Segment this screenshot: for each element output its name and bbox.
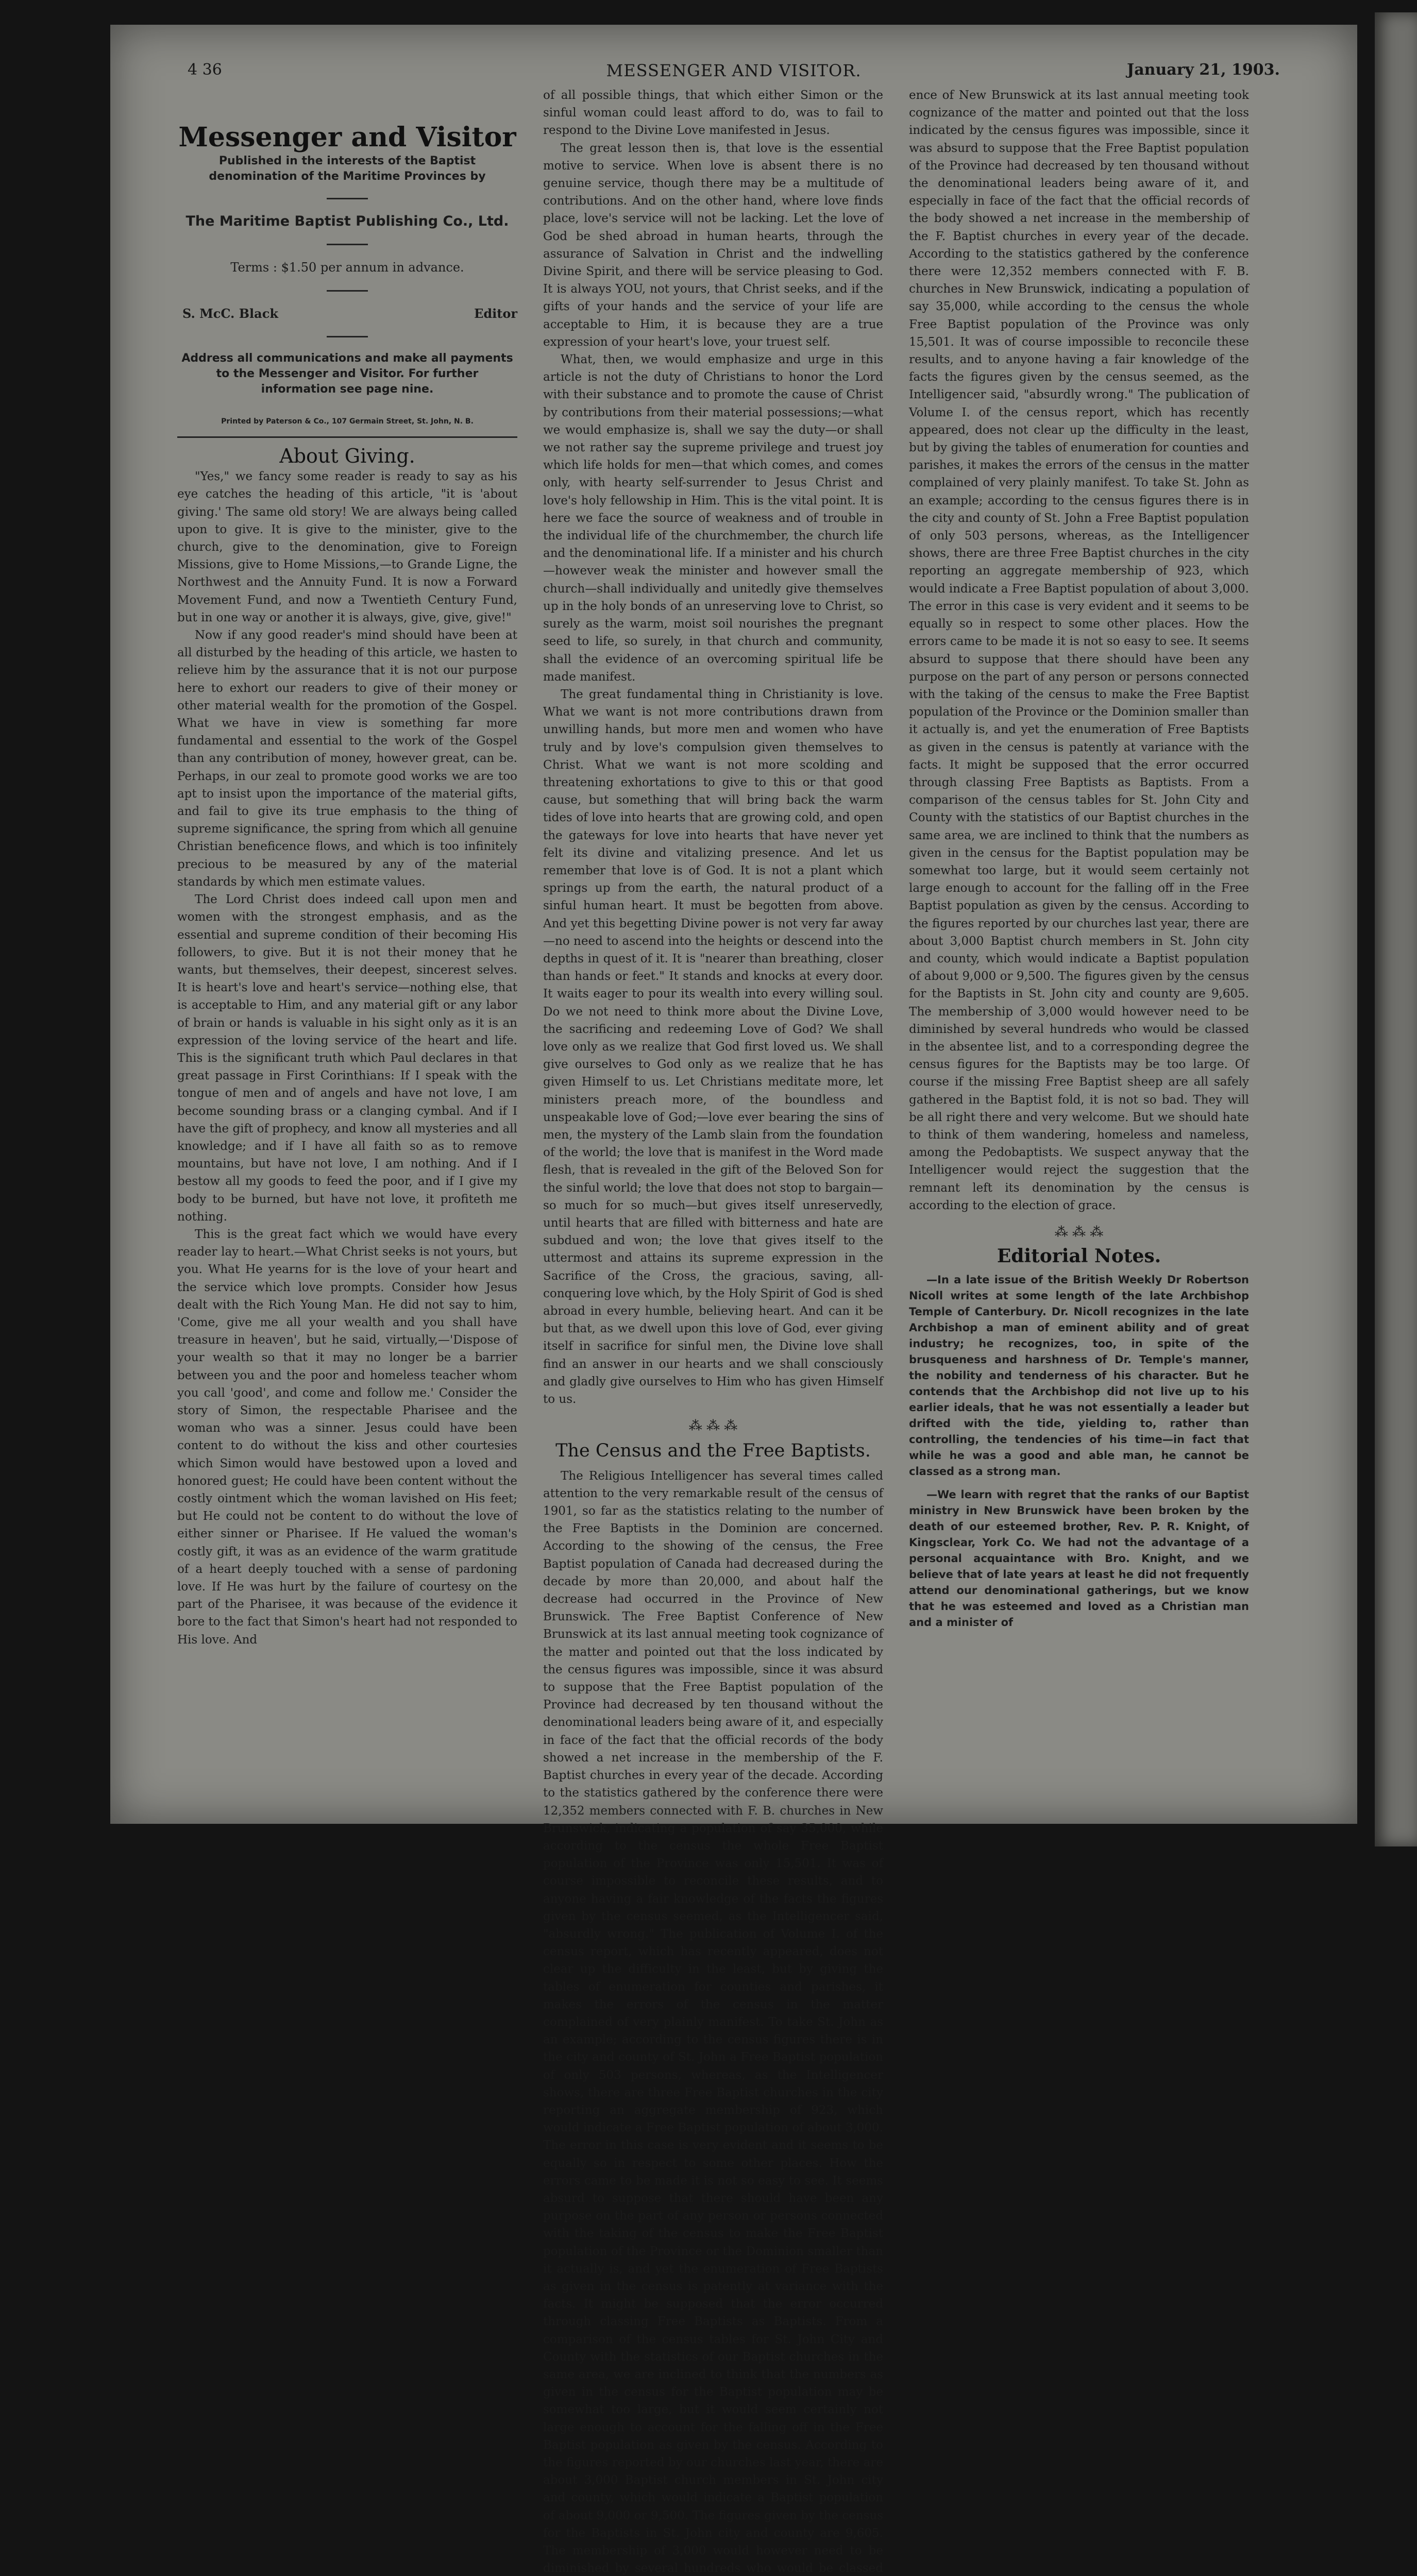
printer-line: Printed by Paterson & Co., 107 Germain Street, St. John, N. B.: [221, 417, 474, 426]
divider: [327, 244, 368, 245]
note-paragraph: —We learn with regret that the ranks of our Baptist ministry in New Brunswick have been broken by the death of our esteemed brother, Rev. P. R. Knight, of Kingsclear, York Co. We had not the advantage of a personal acquaintance with Bro. Knight, and we believe that of late years at least he did not frequently attend our denominational gatherings, but we know that he was esteemed and loved as a Christian man and a minister of: [909, 1488, 1249, 1629]
article-paragraph: The great fundamental thing in Christianity is love. What we want is not more contributions drawn from unwilling hands, but more men and women who have truly and by love's compulsion given themselves to Christ. What we want is not more scolding and threatening exhortations to give to this or that good cause, but something that will bring back the warm tides of love into hearts that are growing cold, and open the gateways for love into hearts that have never yet felt its divine and vitalizing presence. And let us remember that love is of God. It is not a plant which springs up from the earth, the natural product of a sinful human heart. It must be begotten from above. And yet this begetting Divine power is not very far away—no need to ascend into the heights or descend into the depths in quest of it. It is "nearer than breathing, closer than hands or feet." It stands and knocks at every door. It waits eager to pour its wealth into every willing soul. Do we not need to think more about the Divine Love, the sacrificing and redeeming Love of God? We shall love only as we realize that God first loved us. We shall give ourselves to God only as we realize that he has given Himself to us. Let Christians meditate more, let ministers preach more, of the boundless and unspeakable love of God;—love ever bearing the sins of men, the mystery of the Lamb slain from the foundation of the world; the love that is manifest in the Word made flesh, that is revealed in the gift of the Beloved Son for the sinful world; the love that does not stop to bargain—so much for so much—but gives itself unreservedly, until hearts that are filled with bitterness and hate are subdued and won; the love that gives itself to the uttermost and attains its supreme expression in the Sacrifice of the Cross, the gracious, saving, all-conquering love which, by the Holy Spirit of God is shed abroad in every humble, believing heart. And can it be but that, as we dwell upon this love of God, ever giving itself in sacrifice for sinful men, the Divine love shall find an answer in our hearts and we shall consciously and gladly give ourselves to Him who has given Himself to us.: [543, 687, 883, 1406]
column-1: [177, 87, 517, 1649]
article-title-census: The Census and the Free Baptists.: [555, 1440, 871, 1462]
article-paragraph-continued: ence of New Brunswick at its last annual meeting took cognizance of the matter and pointed out that the loss indicated by the census figures was impossible, since it was absurd to suppose that the Free Baptist population of the Province had decreased by ten thousand without the denominational leaders being aware of it, and especially in face of the fact that the official records of the body showed a net increase in the membership of the F. Baptist churches in every year of the decade. According to the statistics gathered by the conference there were 12,352 members connected with F. B. churches in New Brunswick, indicating a population of say 35,000, while according to the census the whole Free Baptist population of the Province was only 15,501. It was of course impossible to reconcile these results, and to anyone having a fair knowledge of the facts the figures given by the census seemed, as the Intelligencer said, "absurdly wrong." The publication of Volume I. of the census report, which has recently appeared, does not clear up the difficulty in the least, but by giving the tables of enumeration for counties and parishes, it makes the errors of the census in the matter complained of very plainly manifest. To take St. John as an example; according to the census figures there is in the city and county of St. John a Free Baptist population of only 503 persons, whereas, as the Intelligencer shows, there are three Free Baptist churches in the city reporting an aggregate membership of 923, which would indicate a Free Baptist population of about 3,000. The error in this case is very evident and it seems to be equally so in respect to some other places. How the errors came to be made it is not so easy to see. It seems absurd to suppose that there should have been any purpose on the part of any person or persons connected with the taking of the census to make the Free Baptist population of the Province or the Dominion smaller than it actually is, and yet the enumeration of Free Baptists as given in the census is patently at variance with the facts. It might be supposed that the error occurred through classing Free Baptists as Baptists. From a comparison of the census tables for St. John City and County with the statistics of our Baptist churches in the same area, we are inclined to think that the numbers as given in the census for the Baptist population may be somewhat too large, but it would seem certainly not large enough to account for the falling off in the Free Baptist population as given by the census. According to the figures reported by our churches last year, there are about 3,000 Baptist church members in St. John city and county, which would indicate a Baptist population of about 9,000 or 9,500. The figures given by the census for the Baptists in St. John city and county are 9,605. The membership of 3,000 would however need to be diminished by several hundreds who would be classed in the absentee list, and to a corresponding degree the census figures for the Baptists may be too large. Of course if the missing Free Baptist sheep are all safely gathered in the Baptist fold, it is not so bad. They will be all right there and very welcome. But we should hate to think of them wandering, homeless and nameless, among the Pedobaptists. We suspect anyway that the Intelligencer would reject the suggestion that the remnant left its denomination by the census is according to the election of grace.: [909, 89, 1249, 1212]
subscription-terms: Terms : $1.50 per annum in advance.: [230, 260, 464, 275]
divider: [327, 290, 368, 292]
section-rule: [177, 436, 517, 438]
masthead-title: Messenger and Visitor: [178, 122, 516, 153]
editor-label: Editor: [474, 306, 517, 321]
editorial-notes: [909, 1272, 1249, 1631]
article-paragraph: "Yes," we fancy some reader is ready to say as his eye catches the heading of this article, "it is 'about giving.' The same old story! We are always being called upon to give. It is give to the minister, give to the church, give to the denomination, give to Foreign Missions, give to Home Missions,—to Grande Ligne, the Northwest and the Annuity Fund. It is now a Forward Movement Fund, and now a Twentieth Century Fund, but in one way or another it is always, give, give, give!": [177, 470, 517, 624]
article-paragraph: The Lord Christ does indeed call upon men and women with the strongest emphasis, and as the essential and supreme condition of their becoming His followers, to give. But it is not their money that he wants, but themselves, their deepest, sincerest selves. It is heart's love and heart's service—nothing else, that is acceptable to Him, and any material gift or any labor of brain or hands is valuable in his sight only as it is an expression of the loving service of the heart and life. This is the significant truth which Paul declares in that great passage in First Corinthians: If I speak with the tongue of men and of angels and have not love, I am become sounding brass or a clanging cymbal. And if I have the gift of prophecy, and know all mysteries and all knowledge; and if I have all faith so as to remove mountains, but have not love, I am nothing. And if I bestow all my goods to feed the poor, and if I give my body to be burned, but have not love, it profiteth me nothing.: [177, 893, 517, 1224]
publisher-name: The Maritime Baptist Publishing Co., Ltd.: [185, 213, 509, 230]
section-ornament: ⁂ ⁂ ⁂: [688, 1418, 738, 1434]
divider: [327, 336, 368, 337]
editorial-notes-title: Editorial Notes.: [997, 1245, 1161, 1267]
article-paragraph: The great lesson then is, that love is the essential motive to service. When love is absent there is no genuine service, though there may be a multitude of contributions. And on the other hand, where love finds place, love's service will not be lacking. Let the love of God be shed abroad in human hearts, through the assurance of Salvation in Christ and the indwelling Divine Spirit, and there will be service pleasing to God. It is always YOU, not yours, that Christ seeks, and if the gifts of your hands and the service of your life are acceptable to Him, it is because they are a true expression of your heart's love, your truest self.: [543, 141, 883, 349]
divider: [327, 198, 368, 199]
editor-line: [182, 305, 517, 323]
section-ornament: ⁂ ⁂ ⁂: [1054, 1225, 1104, 1240]
article-paragraph: The Religious Intelligencer has several times called attention to the very remarkable result of the census of 1901, so far as the statistics relating to the number of the Free Baptists in the Dominion are concerned. According to the showing of the census, the Free Baptist population of Canada had decreased during the decade by more than 20,000, and about half the decrease had occurred in the Province of New Brunswick. The Free Baptist Conference of New Brunswick at its last annual meeting took cognizance of the matter and pointed out that the loss indicated by the census figures was impossible, since it was absurd to suppose that the Free Baptist population of the Province had decreased by ten thousand without the denominational leaders being aware of it, and especially in face of the fact that the official records of the body showed a net increase in the membership of the F. Baptist churches in every year of the decade. According to the statistics gathered by the conference there were 12,352 members connected with F. B. churches in New Brunswick, indicating a population of say 35,000, while according to the census the whole Free Baptist population of the Province was only 15,501. It was of course impossible to reconcile these results, and to anyone having a fair knowledge of the facts the figures given by the census seemed, as the Intelligencer said, "absurdly wrong." The publication of Volume I. of the census report, which has recently appeared, does not clear up the difficulty in the least, but by giving the tables of enumeration for counties and parishes, it makes the errors of the census in the matter complained of very plainly manifest. To take St. John as an example; according to the census figures there is in the city and county of St. John a Free Baptist population of only 503 persons, whereas, as the Intelligencer shows, there are three Free Baptist churches in the city reporting an aggregate membership of 923, which would indicate a Free Baptist population of about 3,000. The error in this case is very evident and it seems to be equally so in respect to some other places. How the errors came to be made it is not so easy to see. It seems absurd to suppose that there should have been any purpose on the part of any person or persons connected with the taking of the census to make the Free Baptist population of the Province or the Dominion smaller than it actually is, and yet the enumeration of Free Baptists as given in the census is patently at variance with the facts. It might be supposed that the error occurred through classing Free Baptists as Baptists. From a comparison of the census tables for St. John City and County with the statistics of our Baptist churches in the same area, we are inclined to think that the numbers as given in the census for the Baptist population may be somewhat too large, but it would seem certainly not large enough to account for the falling off in the Free Baptist population as given by the census. According to the figures reported by our churches last year, there are about 3,000 Baptist church members in St. John city and county, which would indicate a Baptist population of about 9,000 or 9,500. The figures given by the census for the Baptists in St. John city and county are 9,605. The membership of 3,000 would however need to be diminished by several hundreds who would be classed: [543, 1469, 883, 2575]
article-paragraph: What, then, we would emphasize and urge in this article is not the duty of Christians to honor the Lord with their substance and to promote the cause of Christ by contributions from their material possessions;—what we would emphasize is, shall we say the duty—or shall we not rather say the supreme privilege and truest joy which life holds for men—that which comes, and comes only, with hearty self-surrender to Jesus Christ and love's holy fellowship in Him. This is the vital point. It is here we face the source of weakness and of trouble in the individual life of the churchmember, the church life and the denominational life. If a minister and his church—however weak the minister and however small the church—shall individually and unitedly give themselves up in the holy bonds of an unreserving love to Christ, so surely as the warm, moist soil nourishes the pregnant seed to life, so surely, in that church and community, shall the evidence of an overcoming spiritual life be made manifest.: [543, 353, 883, 684]
running-title: MESSENGER AND VISITOR.: [606, 61, 862, 80]
page-number: 4 36: [188, 61, 222, 79]
editor-name: S. McC. Black: [182, 306, 278, 321]
masthead-subtitle: Published in the interests of the Baptist denomination of the Maritime Provinces by: [209, 155, 486, 183]
article-paragraph: of all possible things, that which either Simon or the sinful woman could least afford to do, was to fail to respond to the Divine Love manifested in Jesus.: [543, 89, 883, 138]
newspaper-page: [110, 25, 1357, 2575]
note-paragraph: —In a late issue of the British Weekly Dr Robertson Nicoll writes at some length of the late Archbishop Temple of Canterbury. Dr. Nicoll recognizes in the late Archbishop a man of eminent ability and of great industry; he recognizes, too, in spite of the brusqueness and harshness of Dr. Temple's manner, the nobility and tenderness of his character. But he contends that the Archbishop did not live up to his earlier ideals, that he was not essentially a leader but drifted with the tide, yielding to, rather than controlling, the tendencies of his time—in fact that while he was a good and able man, he cannot be classed as a strong man.: [909, 1274, 1249, 1478]
article-paragraph: Now if any good reader's mind should have been at all disturbed by the heading of this article, we hasten to relieve him by the assurance that it is not our purpose here to exhort our readers to give of their money or other material wealth for the promotion of the Gospel. What we have in view is something far more fundamental and essential to the work of the Gospel than any contribution of money, however great, can be. Perhaps, in our zeal to promote good works we are too apt to insist upon the importance of the material gifts, and fail to give its true emphasis to the thing of supreme significance, the spring from which all genuine Christian beneficence flows, and which is too infinitely precious to be measured by any of the material standards by which men estimate values.: [177, 629, 517, 889]
column-3: [909, 87, 1249, 1638]
article-title-about-giving: About Giving.: [279, 445, 415, 468]
issue-date: January 21, 1903.: [1127, 61, 1280, 79]
column-2: [543, 87, 883, 2575]
address-notice: Address all communications and make all payments to the Messenger and Visitor. For further information see page nine.: [181, 351, 513, 396]
adjacent-page-edge: [1375, 12, 1417, 1846]
article-paragraph: This is the great fact which we would have every reader lay to heart.—What Christ seeks is not yours, but you. What He yearns for is the love of your heart and the service which love prompts. Consider how Jesus dealt with the Rich Young Man. He did not say to him, 'Come, give me all your wealth and you shall have treasure in heaven', but he said, virtually,—'Dispose of your wealth so that it may no longer be a barrier between you and the poor and homeless teacher whom you call 'good', and come and follow me.' Consider the story of Simon, the respectable Pharisee and the woman who was a sinner. Jesus could have been content to do without the kiss and other courtesies which Simon would have bestowed upon a loved and honored guest; He could have been content without the costly ointment which the woman lavished on His feet; but He could not be content to do without the love of either sinner or Pharisee. If He valued the woman's costly gift, it was as an evidence of the warm gratitude of a heart deeply touched with a sense of pardoning love. If He was hurt by the failure of courtesy on the part of the Pharisee, it was because of the evidence it bore to the fact that Simon's heart had not responded to His love. And: [177, 1227, 517, 1647]
